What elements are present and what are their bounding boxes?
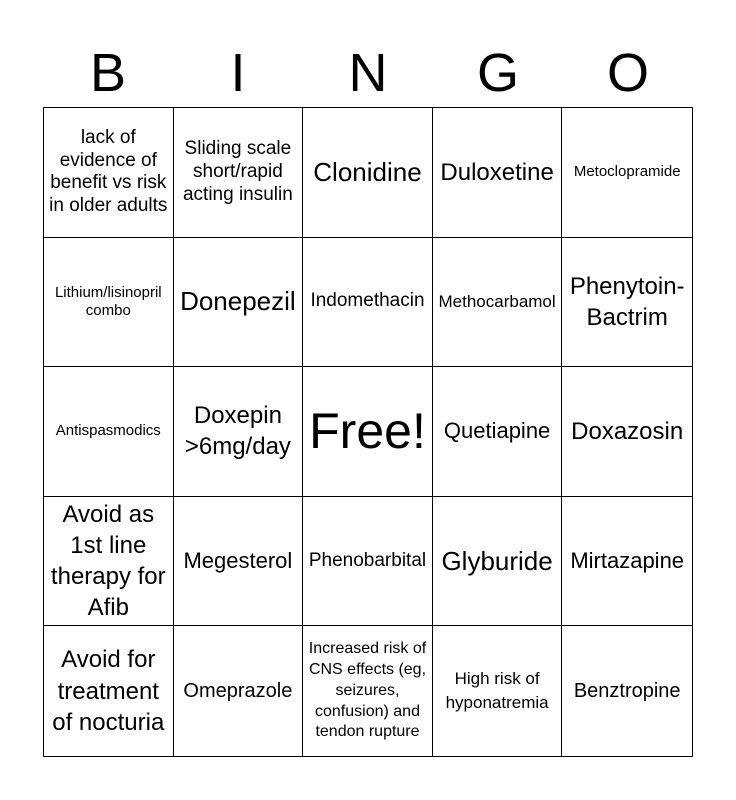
bingo-cell[interactable]: Glyburide [433, 497, 563, 627]
bingo-cell[interactable]: Lithium/lisinopril combo [44, 238, 174, 368]
bingo-cell[interactable]: Avoid as 1st line therapy for Afib [44, 497, 174, 627]
bingo-cell[interactable]: Metoclopramide [562, 108, 692, 238]
header-letter-o: O [606, 43, 649, 103]
bingo-cell[interactable]: Antispasmodics [44, 367, 174, 497]
bingo-cell[interactable]: Doxazosin [562, 367, 692, 497]
bingo-cell[interactable]: Duloxetine [433, 108, 563, 238]
bingo-cell[interactable]: Increased risk of CNS effects (eg, seizures, confusion) and tendon rupture [303, 626, 433, 756]
free-space-cell[interactable]: Free! [303, 367, 433, 497]
bingo-cell[interactable]: Megesterol [174, 497, 304, 627]
bingo-cell[interactable]: Avoid for treatment of nocturia [44, 626, 174, 756]
bingo-cell[interactable]: Donepezil [174, 238, 304, 368]
bingo-cell[interactable]: Clonidine [303, 108, 433, 238]
bingo-card-grid [43, 107, 693, 757]
bingo-header [43, 40, 693, 106]
header-letter-b: B [89, 43, 127, 103]
bingo-cell[interactable]: Phenobarbital [303, 497, 433, 627]
bingo-cell[interactable]: Benztropine [573, 679, 681, 702]
bingo-cell[interactable]: Omeprazole [174, 626, 304, 756]
bingo-cell[interactable]: Mirtazapine [562, 497, 692, 627]
bingo-cell[interactable]: Indomethacin [303, 238, 433, 368]
bingo-cell[interactable]: Sliding scale short/rapid acting insulin [174, 108, 304, 238]
bingo-cell[interactable]: Doxepin >6mg/day [174, 367, 304, 497]
header-letter-g: G [476, 43, 519, 103]
bingo-cell[interactable]: lack of evidence of benefit vs risk in older adults [44, 108, 174, 238]
header-letter-n: N [348, 43, 388, 103]
header-letter-i: I [230, 43, 246, 103]
bingo-cell[interactable]: High risk of hyponatremia [433, 626, 563, 756]
bingo-cell[interactable]: Phenytoin-Bactrim [562, 238, 692, 368]
bingo-cell[interactable]: Quetiapine [433, 367, 563, 497]
bingo-cell[interactable]: Methocarbamol [433, 238, 563, 368]
